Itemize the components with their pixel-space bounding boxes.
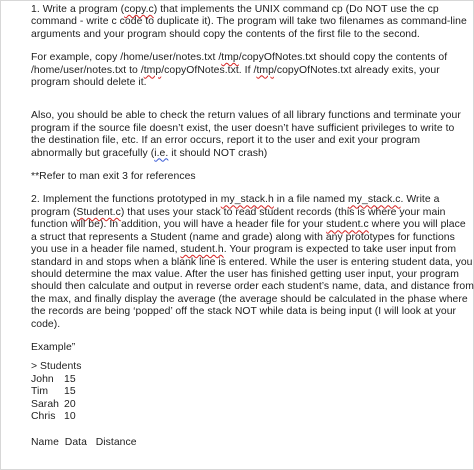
text-run: /copyOfNotes.txt should copy the contents of xyxy=(238,52,448,64)
text-line xyxy=(31,194,467,206)
text-line xyxy=(31,294,467,306)
text-run: 2. Implement the functions prototyped in xyxy=(31,194,221,206)
student-row xyxy=(31,374,76,386)
students-prompt: > Students xyxy=(31,361,82,373)
text-run: where you will place xyxy=(368,219,466,231)
output-header: Name Data Distance xyxy=(31,437,137,449)
text-line xyxy=(31,232,467,244)
text-line xyxy=(31,269,467,281)
text-line xyxy=(31,135,467,147)
text-run: a struct that represents a Student (name and grade) along with any prototypes for functions xyxy=(31,231,455,243)
student-row xyxy=(31,399,76,411)
text-line xyxy=(31,171,467,183)
text-run: the records are being ‘popped’ off the stack NOT while data is being input (I will look at your xyxy=(31,306,457,318)
text-run: function will be). In addition, you will have a header file for your xyxy=(31,219,327,231)
text-line xyxy=(31,256,473,269)
text-line xyxy=(31,123,467,135)
student-value: 15 xyxy=(64,386,76,398)
text-run: . Write a xyxy=(400,194,440,206)
error-handling-paragraph xyxy=(31,110,467,160)
text-run: ) that implements the UNIX command cp (Do NOT use the cp xyxy=(153,4,439,15)
flagged-word: tmp xyxy=(143,64,162,76)
text-run: code). xyxy=(31,318,61,330)
text-line xyxy=(31,207,467,219)
flagged-word: i.e. xyxy=(154,147,169,159)
text-run: . Your program is expected to take user input from xyxy=(223,244,457,256)
text-run: the max, and finally display the average (the average should be calculated in the phase where xyxy=(31,293,468,305)
text-run: For example, copy /home/user/notes.txt / xyxy=(31,52,222,64)
text-run: the destination file, etc. If an error occurs, report it to the user and exit your program xyxy=(31,135,421,147)
copy-example-paragraph xyxy=(31,52,467,89)
flagged-word: my_stack.h xyxy=(220,194,274,206)
text-run: you use in a header file named, xyxy=(31,244,181,256)
text-run: 1. Write a program ( xyxy=(31,4,125,15)
text-run: ) that uses your stack to read student records (this is where your main xyxy=(120,206,446,218)
text-run: it should NOT crash) xyxy=(168,147,268,159)
flagged-word: my_stack.c xyxy=(348,194,401,206)
text-line xyxy=(31,52,467,64)
text-line xyxy=(31,281,474,293)
student-value: 15 xyxy=(64,373,76,385)
text-line xyxy=(31,306,467,318)
reference-note xyxy=(31,171,467,183)
text-run: arguments and your program should copy the contents of the first file to the second. xyxy=(31,28,420,40)
text-run: command - write c code to duplicate it). The program will take two filenames as command-line xyxy=(31,16,467,28)
flagged-word: Student.c xyxy=(76,206,121,218)
text-run: should determine the max value. After the user has finished getting user input, your program xyxy=(31,268,459,280)
text-line xyxy=(31,319,467,331)
example-label: Example” xyxy=(31,341,76,353)
student-row xyxy=(31,411,76,423)
text-run: in a file named xyxy=(273,194,349,206)
text-line xyxy=(31,244,467,256)
student-input-list xyxy=(31,374,76,424)
text-run: /home/user/notes.txt to / xyxy=(31,64,144,76)
text-line xyxy=(31,16,467,28)
text-run: abnormally but gracefully ( xyxy=(31,147,155,159)
text-line xyxy=(31,219,467,231)
student-name: Chris xyxy=(31,410,56,422)
student-value: 10 xyxy=(64,410,76,422)
question-2-paragraph xyxy=(31,194,474,330)
student-name: John xyxy=(31,373,54,385)
question-1-paragraph xyxy=(31,4,467,41)
text-run: **Refer to man exit 3 for references xyxy=(31,171,196,183)
flagged-word: copy.c xyxy=(124,4,154,15)
text-run: should then calculate and output in reverse order each student’s name, data, and distance from xyxy=(31,281,474,293)
student-name: Sarah xyxy=(31,398,59,410)
flagged-word: student.c xyxy=(326,219,369,231)
flagged-word: tmp xyxy=(221,52,239,64)
student-value: 20 xyxy=(64,398,76,410)
text-line xyxy=(31,148,467,160)
text-line xyxy=(31,65,467,77)
student-name: Tim xyxy=(31,386,49,398)
text-line xyxy=(31,29,467,41)
text-run: program if the source file doesn’t exist, the user doesn’t have sufficient privileges to write to xyxy=(31,122,455,134)
text-run: Also, you should be able to check the return values of all library functions and terminate your xyxy=(31,110,461,122)
flagged-word: student.h xyxy=(180,244,224,256)
text-line xyxy=(31,4,467,16)
text-run: /copyOfNotes.txt. If / xyxy=(161,64,257,76)
text-run: program ( xyxy=(31,206,77,218)
document-body xyxy=(31,4,474,450)
text-run: /copyOfNotes.txt already exits, your xyxy=(273,64,440,76)
student-row xyxy=(31,386,76,398)
text-run: standard in and stops when a blank line is entered. While the user is entering student data, you xyxy=(31,256,473,268)
flagged-word: tmp xyxy=(256,64,274,76)
text-line xyxy=(31,110,467,122)
text-line xyxy=(31,77,467,89)
text-run: program should delete it. xyxy=(31,77,147,89)
